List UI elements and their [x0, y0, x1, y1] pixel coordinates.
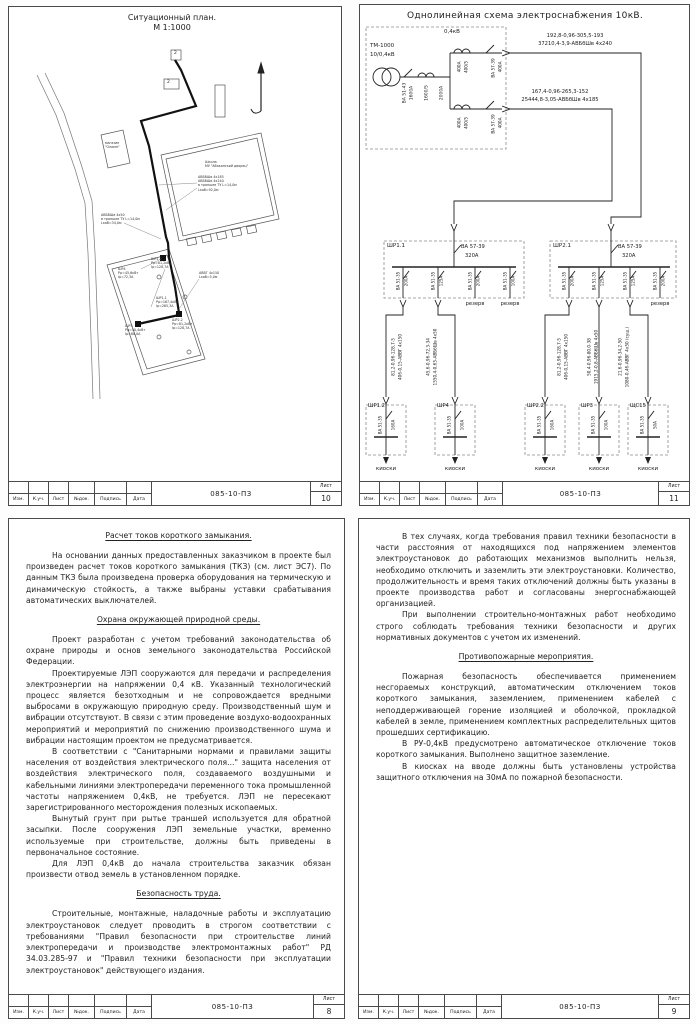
sheet-number: 8 [326, 1007, 332, 1016]
building-label: магазин "Олимп" [105, 141, 120, 150]
reserve-label: резерв [650, 301, 670, 307]
reserve-label: резерв [465, 301, 485, 307]
paragraph: Строительные, монтажные, наладочные работы и эксплуатацию электроустановок следует проводить в строгом соответствии с требованиями "Правил безопасности при строительстве линий электропередачи и производстве электромонтажных работ" РД 34.03.285-97 и "Правил техники безопасности при эксплуатации электроустановок" действующего издания. [26, 909, 331, 975]
doc-number: 085-10-ПЗ [210, 489, 252, 498]
page-text-fire-safety [358, 518, 690, 1019]
current-transformer-icon [418, 73, 434, 77]
arrow-icon [451, 224, 457, 231]
paragraph: В РУ-0,4кВ предусмотрено автоматическое отключение токов короткого замыкания. Выполнено защитное заземление. [376, 739, 676, 760]
cabinet-callout: ШР2.2 Pр=81,2кВт Iр=128,7А [172, 318, 193, 331]
cabinet-callout: ШР1.1 Pр=167,4кВт Iр=265,3А [156, 296, 179, 309]
down-arrows [383, 457, 651, 464]
outgoing-feeders [383, 300, 654, 455]
title-block: Изм. К.уч. Лист №док. Подпись Дата 085-10-ПЗ Лист 8 [9, 994, 344, 1018]
current-transformer-icon [454, 49, 470, 53]
panel-name: ЩС15 [630, 403, 646, 409]
switch-icon [454, 245, 461, 253]
paragraph: В тех случаях, когда требования правил техники безопасности в части расстояния от находящихся под напряжением элементов электроустановок до работающих механизмов выполнить нельзя, необходимо отключить и заземлить эти электроустановки. Количество, продолжительность и время таких отключений должны быть указаны в проекте производства работ и согласованы энергоснабжающей организацией. [376, 532, 676, 609]
cabinet-callout: ШР3 Pр=50,4кВт Iр=80,0А [125, 324, 146, 337]
page-oneline-diagram: Однолинейная схема электроснабжения 10кВ. ТМ-1000 10/0,4кВ 0,4кВ ВА 51-43 1600А 1600/5 2000А 400А 400/5 ВА 57-39 400А 400А 400/5 ВА 57-39 400А 192,8-0,96-305,5-193 37210,4-3,9-АВБбШв 4х240 167,4-0,96-265,3-152 25444,8-3,05-АВБбШв 4х185 ШР1.1 ВА 57-39 320А ШР2.1 ВА 57-39 320А ВА 51-35 200А ВА 51-35 125А ВА 51-35 200А ВА 51-35 100А ВА 51-35 200А ВА 51-35 125А ВА 51-35 125А ВА 51-35 200А резерв резерв резерв 81,2-0,96-128,7-5 406-0,15-АВВГ 4х150 45,6-0,96-72,3-34 1550,4-0,65-АВБбШв 4х50 81,2-0,96-128,7-5 406-0,15-АВВГ 4х150 50,4-0,96-80,0-38 1915,2-0,8-АВБбШв 4х50 21,6-0,96-34,2-50 1080-0,46-АВВГ 4х50 (сущ.) ШР1.2 ВА 51-35 160А киоски ШР4 ВА 51-35 100А киоски ШР2.2 ВА 51-35 160А киоски ШР3 ВА 51-35 100А киоски ЩС15 ВА 51-35 50А киоски Изм. К.уч. Лист №док. Подпись Дата 085-10-ПЗ Лист 11 [359, 4, 690, 506]
tp-number: 2 [167, 80, 170, 85]
sheet-number: 9 [671, 1007, 677, 1016]
current-transformer-icon [454, 105, 470, 109]
plan-drawing [9, 7, 341, 477]
paragraph: Пожарная безопасность обеспечивается применением несгораемых конструкций, автоматическим отключением токов короткого замыкания, заземлением, применением кабелей с неподдерживающей горение изоляцией и оболочкой, прокладкой кабелей в земле, применением комплектных распределительных щитов прошедших сертификацию. [376, 672, 676, 738]
paragraph: Проектируемые ЛЭП сооружаются для передачи и распределения электроэнергии на напряжении 0,4 кВ. Указанный технологический процесс является безотходным и не сопровождается вредными выбросами в окружающую природную среду. Производственный шум и вибрации отсутствуют. В связи с этим проведение воздухо-водоохранных мероприятий и мероприятий по снижению производственного шума и вибрации настоящим проектом не предусматривается. [26, 668, 331, 745]
diagram-title: Однолинейная схема электроснабжения 10кВ. [406, 11, 644, 21]
panel-name: ШР1.2 [368, 403, 385, 409]
section-heading: Расчет токов короткого замыкания. [105, 531, 252, 540]
document-text [9, 519, 344, 994]
paragraph: На основании данных предоставленных заказчиком в проекте был произведен расчет токов короткого замыкания (ТКЗ) (см. лист ЭС7). По данным ТКЗ была произведена проверка оборудования на термическую и динамическую стойкость, а также выбраны уставки срабатывания автоматических выключателей. [26, 551, 331, 605]
cable-callout: АВБбШв 4х185 АВБбШв 4х240 в траншее ТУ L=14,0м Lкаб=92,0м [198, 175, 237, 192]
doc-number: 085-10-ПЗ [211, 1002, 254, 1011]
section-heading: Охрана окружающей природной среды. [96, 615, 261, 625]
cable-route [138, 60, 196, 324]
panel-name: ШР3 [581, 403, 593, 409]
page-situational-plan [8, 6, 342, 506]
transformer-label: ТМ-1000 [370, 43, 395, 49]
sheet-number: 11 [669, 494, 679, 503]
oneline-drawing [360, 5, 689, 481]
reserve-label: резерв [500, 301, 520, 307]
doc-number: 085-10-ПЗ [559, 489, 602, 498]
cable-callout: АВВГ 4х150 Lкаб=5,0м [199, 271, 220, 280]
title-block: Изм. К.уч. Лист №док. Подпись Дата 085-10-ПЗ Лист 9 [359, 994, 689, 1018]
switch-icon [486, 45, 494, 53]
lv-label: 0,4кВ [444, 29, 460, 35]
cabinet-callout: ШР1.2 Pр=81,2кВт Iр=128,7А [151, 257, 172, 270]
paragraph: Проект разработан с учетом требований законодательства об охране природы и основ земельного законодательства Российской Федерации. [26, 635, 331, 667]
panel-name: ШР4 [437, 403, 449, 409]
panel-name: ШР2.2 [527, 403, 544, 409]
paragraph: Вынутый грунт при рытье траншей используется для обратной засыпки. После сооружения ЛЭП земельные участки, временно используемые при строительстве, должны быть приведены в первоначальное состояние. [26, 814, 331, 857]
roads [37, 73, 100, 399]
page-text-short-circuit [8, 518, 345, 1019]
paragraph: При выполнении строительно-монтажных работ необходимо строго соблюдать требования техники безопасности и других нормативных документов с учетом их изменений. [376, 610, 676, 642]
tp-number: 2 [174, 51, 177, 56]
plan-scale: М 1:1000 [153, 23, 191, 32]
section-heading: Противопожарные мероприятия. [458, 652, 594, 662]
paragraph: В соответствии с "Санитарными нормами и правилами защиты населения от воздействия электрического поля..." защита населения от воздействия электрического поля, создаваемого воздушными и кабельными линиями электропередачи переменного тока промышленной частоты напряжением 0,4кВ, не требуется. ЛЭП не пересекают зарегистрированного месторождения полезных ископаемых. [26, 747, 331, 813]
doc-number: 085-10-ПЗ [559, 1002, 601, 1011]
plan-title: Ситуационный план. [127, 13, 217, 22]
panel-name: ШР1.1 [387, 243, 405, 249]
cable-callout: АВБбШв 4х50 в траншее ТУ L=14,0м Lкаб=34,0м [101, 213, 140, 226]
cabinet-callout: ШР4 Pр=45,6кВт Iр=72,3А [118, 267, 139, 280]
cable-label: 167,4-0,96-265,3-152 [531, 89, 589, 95]
switch-icon [611, 245, 618, 253]
title-block: Изм. К.уч. Лист №док. Подпись Дата 085-10-ПЗ Лист 11 [360, 481, 689, 505]
paragraph: В киосках на вводе должны быть установлены устройства защитного отключения на 30мА по пожарной безопасности. [376, 761, 676, 782]
paragraph: Для ЛЭП 0,4кВ до начала строительства заказчик обязан произвести отвод земель в установленном порядке. [26, 859, 331, 880]
section-heading: Безопасность труда. [136, 889, 221, 899]
document-text [359, 519, 689, 994]
cable-label: 192,8-0,96-305,5-193 [546, 33, 604, 39]
building-label: Школа МУ "Абаканский дворец" [205, 160, 249, 169]
title-block: Изм. К.уч. Лист №док. Подпись Дата 085-10-ПЗ Лист 10 [9, 481, 341, 505]
north-arrow-icon [251, 63, 264, 113]
switch-icon [486, 101, 494, 109]
arrow-icon [608, 224, 614, 231]
panel-name: ШР2.1 [553, 243, 571, 249]
sheet-number: 10 [321, 494, 331, 503]
switch-icon [404, 69, 412, 77]
